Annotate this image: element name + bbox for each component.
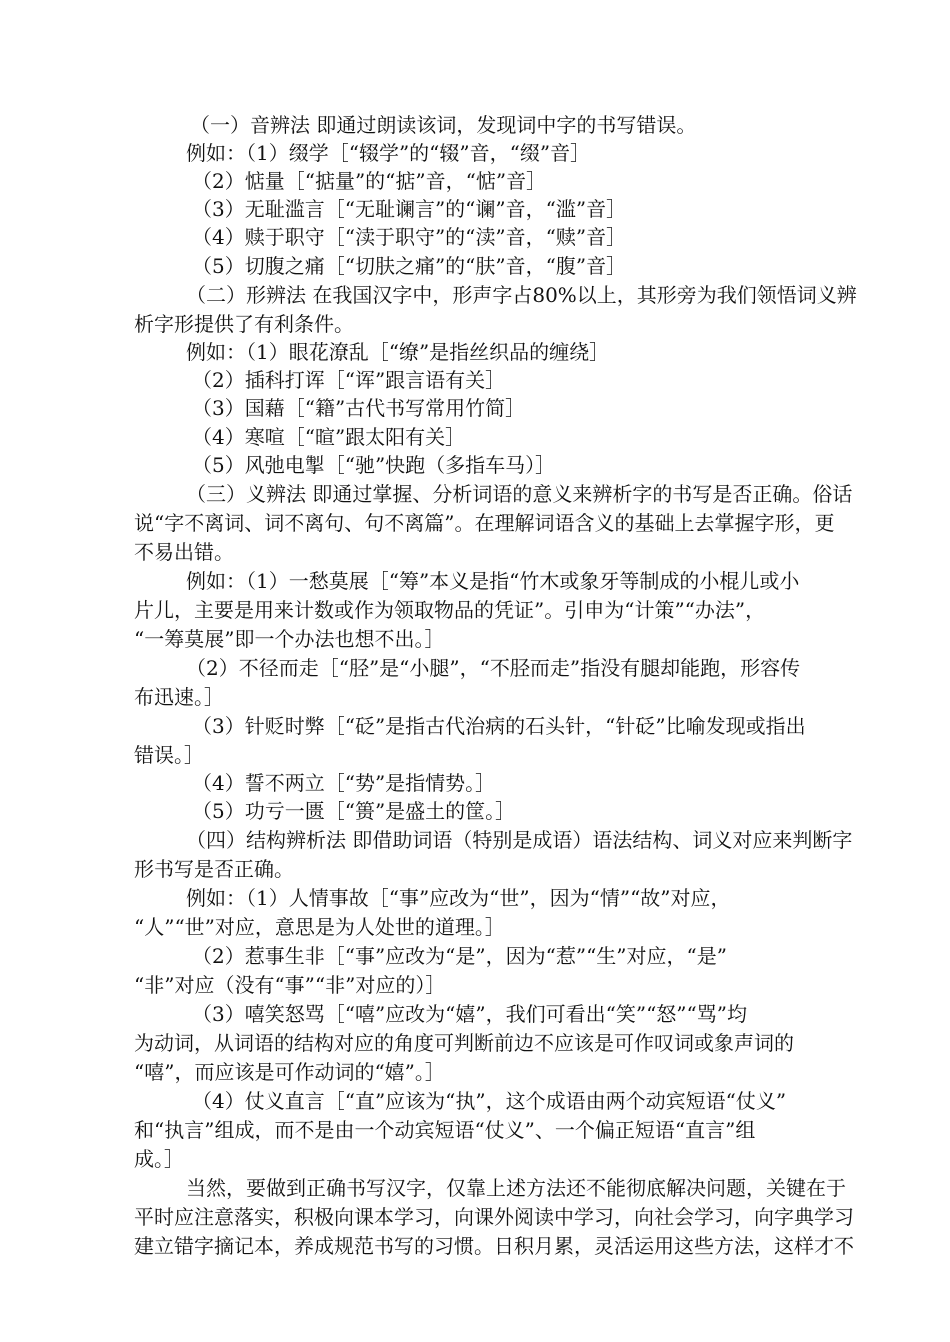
- text-line: “一筹莫展”即一个办法也想不出。］: [134, 627, 445, 651]
- text-line: 片儿，主要是用来计数或作为领取物品的凭证”。引申为“计策”“办法”，: [134, 598, 766, 622]
- text-line: （4）赎于职守［“渎于职守”的“渎”音，“赎”音］: [192, 225, 627, 249]
- text-line: （二）形辨法 在我国汉字中，形声字占80%以上，其形旁为我们领悟词义辨: [186, 283, 857, 307]
- text-line: 和“执言”组成，而不是由一个动宾短语“仗义”、一个偏正短语“直言”组: [134, 1118, 756, 1142]
- text-line: （4）寒喧［“暄”跟太阳有关］: [192, 425, 466, 449]
- text-line: （3）嘻笑怒骂［“嘻”应改为“嬉”，我们可看出“笑”“怒”“骂”均: [192, 1002, 747, 1026]
- text-line: （2）惹事生非［“事”应改为“是”，因为“惹”“生”对应，“是”: [192, 944, 727, 968]
- text-line: （5）功亏一匮［“篑”是盛土的筐。］: [192, 799, 516, 823]
- text-line: 说“字不离词、词不离句、句不离篇”。在理解词语含义的基础上去掌握字形，更: [134, 511, 835, 535]
- text-line: （3）无耻滥言［“无耻谰言”的“谰”音，“滥”音］: [192, 197, 627, 221]
- text-line: 为动词，从词语的结构对应的角度可判断前边不应该是可作叹词或象声词的: [134, 1031, 794, 1055]
- text-line: 成。］: [134, 1147, 184, 1171]
- text-line: 平时应注意落实，积极向课本学习，向课外阅读中学习，向社会学习，向字典学习: [134, 1205, 854, 1229]
- text-line: （3）国藉［“籍”古代书写常用竹简］: [192, 396, 526, 420]
- text-line: 当然，要做到正确书写汉字，仅靠上述方法还不能彻底解决问题，关键在于: [186, 1176, 846, 1200]
- text-line: “人”“世”对应，意思是为人处世的道理。］: [134, 915, 505, 939]
- text-line: （5）风弛电掣［“驰”快跑（多指车马）］: [192, 453, 556, 477]
- text-line: 例如：（1）眼花潦乱［“缭”是指丝织品的缠绕］: [186, 340, 610, 364]
- text-line: “嘻”，而应该是可作动词的“嬉”。］: [134, 1060, 445, 1084]
- text-line: 形书写是否正确。: [134, 857, 294, 881]
- text-line: “非”对应（没有“事”“非”对应的）］: [134, 973, 446, 997]
- text-line: （一）音辨法 即通过朗读该词，发现词中字的书写错误。: [190, 113, 697, 137]
- text-line: 不易出错。: [134, 540, 234, 564]
- text-line: 例如：（1）缀学［“辍学”的“辍”音，“缀”音］: [186, 141, 591, 165]
- text-line: 布迅速。］: [134, 685, 224, 709]
- text-line: （4）仗义直言［“直”应该为“执”，这个成语由两个动宾短语“仗义”: [192, 1089, 787, 1113]
- text-line: 例如：（1）人情事故［“事”应改为“世”，因为“情”“故”对应，: [186, 886, 731, 910]
- text-line: 错误。］: [134, 743, 204, 767]
- text-line: （2）不径而走［“胫”是“小腿”，“不胫而走”指没有腿却能跑，形容传: [186, 656, 801, 680]
- text-line: （2）惦量［“掂量”的“掂”音，“惦”音］: [192, 169, 547, 193]
- text-line: （2）插科打诨［“诨”跟言语有关］: [192, 368, 506, 392]
- text-line: （3）针贬时弊［“砭”是指古代治病的石头针，“针砭”比喻发现或指出: [192, 714, 806, 738]
- text-line: （四）结构辨析法 即借助词语（特别是成语）语法结构、词义对应来判断字: [186, 828, 853, 852]
- text-line: （三）义辨法 即通过掌握、分析词语的意义来辨析字的书写是否正确。俗话: [186, 482, 853, 506]
- text-line: 建立错字摘记本，养成规范书写的习惯。日积月累，灵活运用这些方法，这样才不: [134, 1234, 854, 1258]
- text-line: 例如：（1）一愁莫展［“筹”本义是指“竹木或象牙等制成的小棍儿或小: [186, 569, 800, 593]
- text-line: 析字形提供了有利条件。: [134, 312, 354, 336]
- text-line: （4）誓不两立［“势”是指情势。］: [192, 771, 496, 795]
- text-line: （5）切腹之痛［“切肤之痛”的“肤”音，“腹”音］: [192, 254, 627, 278]
